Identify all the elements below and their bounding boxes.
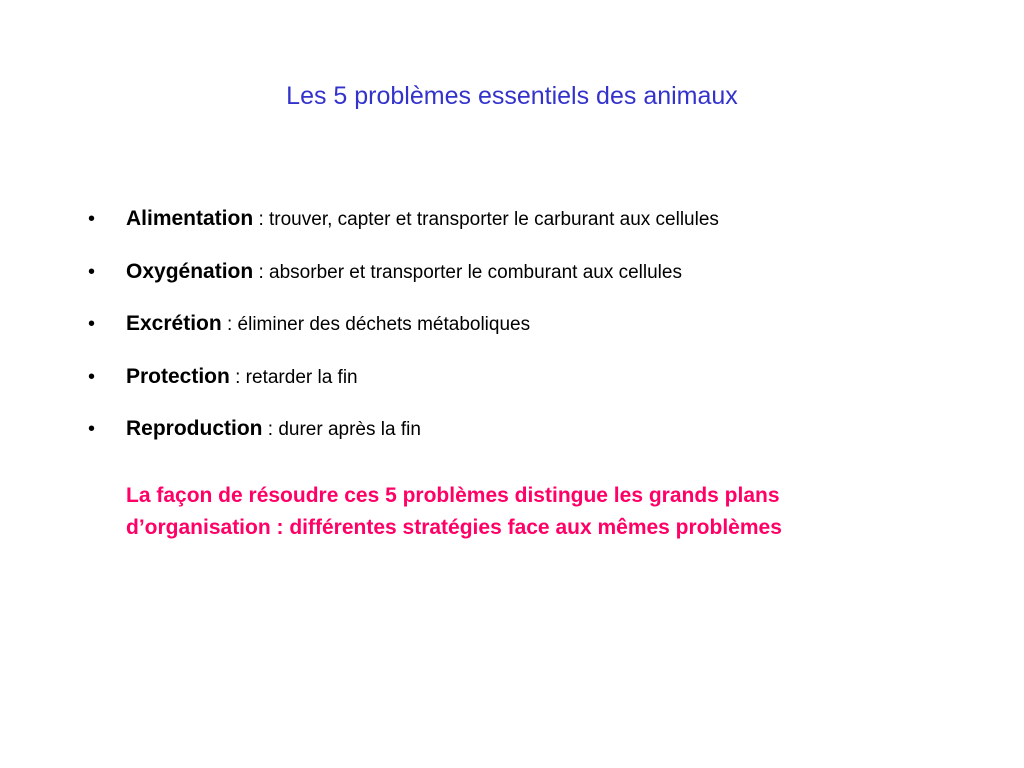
bullet-term: Protection <box>126 364 230 388</box>
bullet-description: : éliminer des déchets métaboliques <box>221 314 531 335</box>
bullet-term: Reproduction <box>126 417 263 440</box>
bullet-term: Excrétion <box>126 312 222 335</box>
bullet-item-reproduction <box>88 413 719 466</box>
bullet-icon: • <box>88 418 96 440</box>
bullet-icon: • <box>88 260 96 283</box>
bullet-icon: • <box>88 313 96 335</box>
bullet-icon: • <box>88 365 96 388</box>
bullet-description: : absorber et transporter le comburant aux cellules <box>253 261 682 283</box>
bullet-term: Alimentation <box>126 207 254 230</box>
bullet-term: Oxygénation <box>126 259 254 283</box>
bullet-description: : trouver, capter et transporter le carburant aux cellules <box>253 209 719 230</box>
bullet-item-oxygenation <box>88 256 719 309</box>
bullet-item-excretion <box>88 308 719 361</box>
conclusion-line-1: La façon de résoudre ces 5 problèmes distingue les grands plans <box>126 484 780 507</box>
conclusion-line-2: d’organisation : différentes stratégies face aux mêmes problèmes <box>126 516 782 539</box>
conclusion-text <box>126 480 986 544</box>
slide-title: Les 5 problèmes essentiels des animaux <box>286 82 738 110</box>
bullet-description: : durer après la fin <box>262 419 421 440</box>
bullet-list <box>88 203 719 466</box>
bullet-description: : retarder la fin <box>229 366 358 388</box>
bullet-item-alimentation <box>88 203 719 256</box>
bullet-icon: • <box>88 208 96 230</box>
bullet-item-protection <box>88 361 719 414</box>
